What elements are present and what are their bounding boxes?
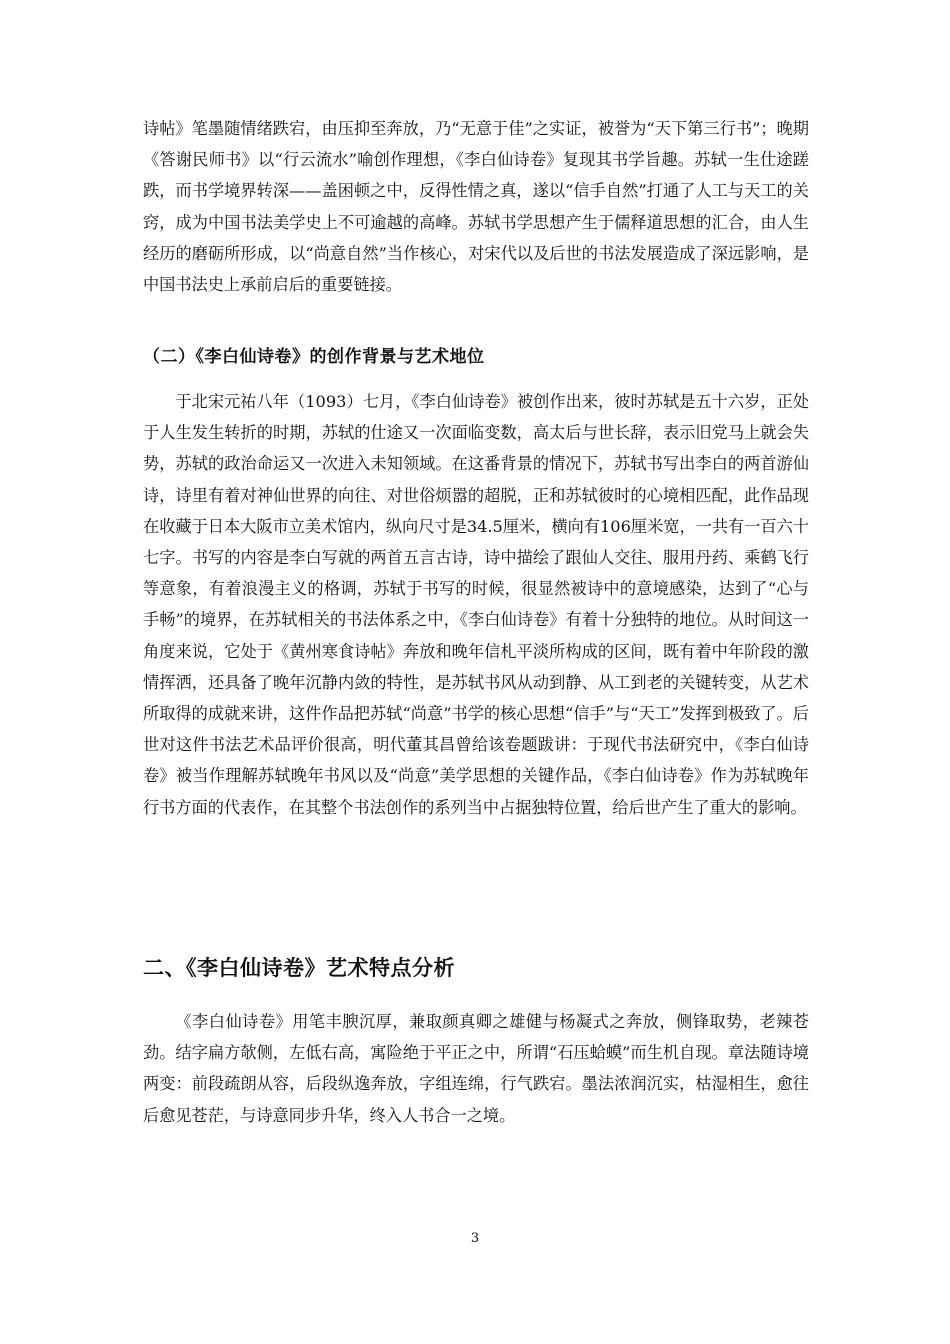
section-heading-artistic-features: 二、《李白仙诗卷》艺术特点分析 xyxy=(143,956,455,980)
paragraph-artistic-features: 《李白仙诗卷》用笔丰腴沉厚，兼取颜真卿之雄健与杨凝式之奔放，侧锋取势，老辣苍劲。结字扁方欹侧，左低右高，寓险绝于平正之中，所谓“石压蛤蟆”而生机自现。章法随诗境两变：前段疏朗从容，后段纵逸奔放，字组连绵，行气跌宕。墨法浓润沉实，枯湿相生，愈往后愈见苍茫，与诗意同步升华，终入人书合一之境。 xyxy=(143,1012,809,1125)
subsection-heading-creation-background: （二）《李白仙诗卷》的创作背景与艺术地位 xyxy=(143,347,485,367)
paragraph-creation-background: 于北宋元祐八年（1093）七月，《李白仙诗卷》被创作出来，彼时苏轼是五十六岁，正处于人生发生转折的时期，苏轼的仕途又一次面临变数，高太后与世长辞，表示旧党马上就会失势，苏轼的政治命运又一次进入未知领域。在这番背景的情况下，苏轼书写出李白的两首游仙诗，诗里有着对神仙世界的向往、对世俗烦嚣的超脱，正和苏轼彼时的心境相匹配，此作品现在收藏于日本大阪市立美术馆内，纵向尺寸是34.5厘米，横向有106厘米宽，一共有一百六十七字。书写的内容是李白写就的两首五言古诗，诗中描绘了跟仙人交往、服用丹药、乘鹤飞行等意象，有着浪漫主义的格调，苏轼于书写的时候，很显然被诗中的意境感染，达到了“心与手畅”的境界，在苏轼相关的书法体系之中，《李白仙诗卷》有着十分独特的地位。从时间这一角度来说，它处于《黄州寒食诗帖》奔放和晚年信札平淡所构成的区间，既有着中年阶段的激情挥洒，还具备了晚年沉静内敛的特性，是苏轼书风从动到静、从工到老的关键转变，从艺术所取得的成就来讲，这件作品把苏轼“尚意”书学的核心思想“信手”与“天工”发挥到极致了。后世对这件书法艺术品评价很高，明代董其昌曾给该卷题跋讲：于现代书法研究中，《李白仙诗卷》被当作理解苏轼晚年书风以及“尚意”美学思想的关键作品，《李白仙诗卷》作为苏轼晚年行书方面的代表作，在其整个书法创作的系列当中占据独特位置，给后世产生了重大的影响。 xyxy=(143,392,809,817)
paragraph-su-shi-summary: 诗帖》笔墨随情绪跌宕，由压抑至奔放，乃“无意于佳”之实证，被誉为“天下第三行书”；晚期《答谢民师书》以“行云流水”喻创作理想，《李白仙诗卷》复现其书学旨趣。苏轼一生仕途蹉跌，而书学境界转深——盖困顿之中，反得性情之真，遂以“信手自然”打通了人工与天工的关窍，成为中国书法美学史上不可逾越的高峰。苏轼书学思想产生于儒释道思想的汇合，由人生经历的磨砺所形成，以“尚意自然”当作核心，对宋代以及后世的书法发展造成了深远影响，是中国书法史上承前启后的重要链接。 xyxy=(143,119,809,295)
page-number: 3 xyxy=(470,1231,480,1246)
